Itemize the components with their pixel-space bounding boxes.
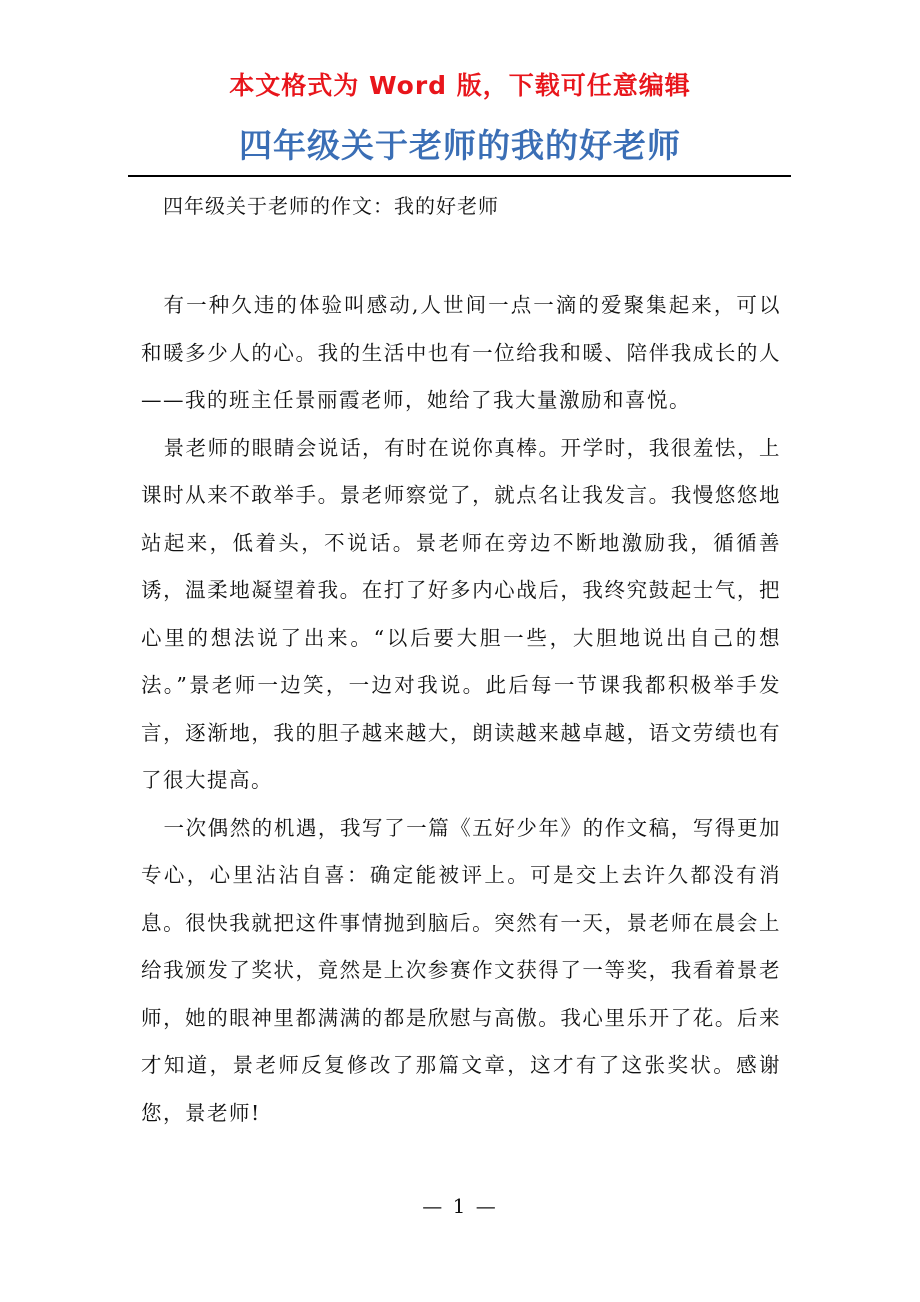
essay-subtitle: 四年级关于老师的作文：我的好老师	[163, 194, 499, 218]
paragraph: 一次偶然的机遇，我写了一篇《五好少年》的作文稿，写得更加专心，心里沾沾自喜：确定能被评上。可是交上去许久都没有消息。很快我就把这件事情抛到脑后。突然有一天，景老师在晨会上给我颁发了奖状，竟然是上次参赛作文获得了一等奖，我看着景老师，她的眼神里都满满的都是欣慰与高傲。我心里乐开了花。后来才知道，景老师反复修改了那篇文章，这才有了这张奖状。感谢您，景老师!	[141, 815, 781, 1125]
format-banner: 本文格式为 Word 版，下载可任意编辑	[229, 71, 691, 100]
essay-body	[141, 282, 781, 1137]
paragraph: 有一种久违的体验叫感动,人世间一点一滴的爱聚集起来，可以和暖多少人的心。我的生活中也有一位给我和暖、陪伴我成长的人——我的班主任景丽霞老师，她给了我大量激励和喜悦。	[141, 293, 781, 412]
paragraph: 景老师的眼睛会说话，有时在说你真棒。开学时，我很羞怯，上课时从来不敢举手。景老师察觉了，就点名让我发言。我慢悠悠地站起来，低着头，不说话。景老师在旁边不断地激励我，循循善诱，温柔地凝望着我。在打了好多内心战后，我终究鼓起士气，把心里的想法说了出来。“以后要大胆一些，大胆地说出自己的想法。”景老师一边笑，一边对我说。此后每一节课我都积极举手发言，逐渐地，我的胆子越来越大，朗读越来越卓越，语文劳绩也有了很大提高。	[141, 435, 781, 792]
document-title: 四年级关于老师的我的好老师	[239, 126, 681, 165]
page-number: — 1 —	[422, 1194, 498, 1218]
title-divider	[128, 175, 791, 177]
